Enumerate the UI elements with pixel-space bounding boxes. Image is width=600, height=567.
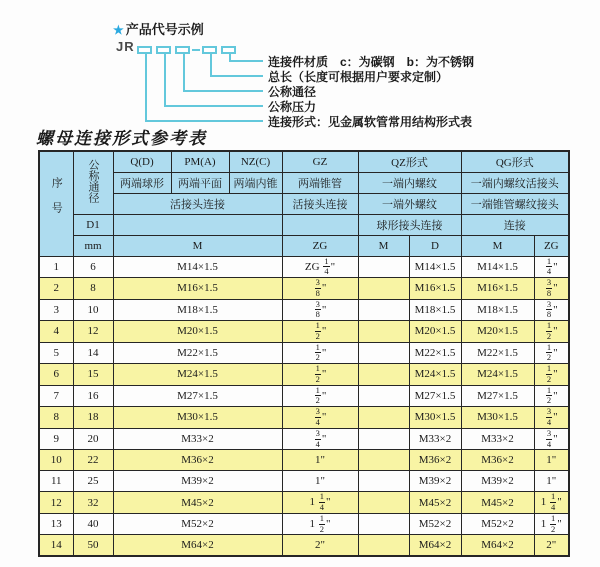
cell-qg-zg: $\frac{1}{2}$ " <box>534 321 569 343</box>
cell-zg: $\frac{1}{2}$ " <box>282 364 358 386</box>
cell-m: M22×1.5 <box>113 342 282 364</box>
header-zg1: ZG <box>282 235 358 256</box>
cell-qz-m <box>358 513 409 535</box>
header-empty-gz <box>282 214 358 235</box>
cell-m: M27×1.5 <box>113 385 282 407</box>
header-d1: D1 <box>73 214 113 235</box>
header-gz: GZ <box>282 151 358 172</box>
cell-qz-d: M22×1.5 <box>409 342 461 364</box>
cell-qg-m: M52×2 <box>461 513 534 535</box>
cell-seq: 7 <box>39 385 73 407</box>
cell-qg-m: M64×2 <box>461 535 534 556</box>
cell-qg-zg: 1 $\frac{1}{4}$ " <box>534 492 569 514</box>
cell-zg: $\frac{1}{2}$ " <box>282 342 358 364</box>
cell-zg: $\frac{3}{4}$ " <box>282 428 358 450</box>
cell-qz-m <box>358 278 409 300</box>
cell-zg: $\frac{1}{2}$ " <box>282 321 358 343</box>
table-row <box>39 278 569 300</box>
header-pm-desc: 两端平面 <box>171 172 229 193</box>
table-header <box>39 151 569 256</box>
cell-qg-m: M22×1.5 <box>461 342 534 364</box>
cell-m: M33×2 <box>113 428 282 450</box>
table-row <box>39 385 569 407</box>
cell-qg-zg: $\frac{3}{4}$ " <box>534 428 569 450</box>
cell-zg: $\frac{3}{4}$ " <box>282 407 358 429</box>
cell-mm: 22 <box>73 450 113 471</box>
cell-m: M14×1.5 <box>113 256 282 278</box>
cell-zg: 1 $\frac{1}{2}$ " <box>282 513 358 535</box>
header-qd: Q(D) <box>113 151 171 172</box>
cell-seq: 13 <box>39 513 73 535</box>
table-title: 螺母连接形式参考表 <box>36 129 207 148</box>
label-connection: 连接形式：见金属软管常用结构形式表 <box>268 115 473 129</box>
cell-m: M45×2 <box>113 492 282 514</box>
header-q-desc: 两端球形 <box>113 172 171 193</box>
header-pma: PM(A) <box>171 151 229 172</box>
code-box-3 <box>175 46 190 54</box>
cell-zg: 1 $\frac{1}{4}$ " <box>282 492 358 514</box>
cell-mm: 40 <box>73 513 113 535</box>
cell-qg-m: M24×1.5 <box>461 364 534 386</box>
label-material: 连接件材质 c：为碳钢 b：为不锈钢 <box>268 55 475 69</box>
header-gz-connection: 活接头连接 <box>282 193 358 214</box>
dash-separator <box>192 49 200 51</box>
code-prefix: JR <box>116 39 135 54</box>
cell-m: M18×1.5 <box>113 299 282 321</box>
diagram-title-text: 产品代号示例 <box>125 22 204 37</box>
header-qz-connection: 球形接头连接 <box>358 214 461 235</box>
cell-qg-zg: 1" <box>534 450 569 471</box>
cell-mm: 18 <box>73 407 113 429</box>
nut-connection-table <box>38 150 570 557</box>
table-row <box>39 321 569 343</box>
cell-m: M30×1.5 <box>113 407 282 429</box>
cell-qz-d: M18×1.5 <box>409 299 461 321</box>
header-empty-left <box>113 214 282 235</box>
cell-qg-m: M18×1.5 <box>461 299 534 321</box>
cell-qz-d: M33×2 <box>409 428 461 450</box>
cell-qz-d: M52×2 <box>409 513 461 535</box>
cell-qg-zg: $\frac{3}{4}$ " <box>534 407 569 429</box>
cell-qg-m: M27×1.5 <box>461 385 534 407</box>
header-qz-form: QZ形式 <box>358 151 461 172</box>
code-box-1 <box>137 46 152 54</box>
cell-qz-d: M24×1.5 <box>409 364 461 386</box>
cell-m: M36×2 <box>113 450 282 471</box>
cell-mm: 15 <box>73 364 113 386</box>
table-row <box>39 342 569 364</box>
table-row <box>39 407 569 429</box>
cell-qz-m <box>358 492 409 514</box>
header-qz-desc2: 一端外螺纹 <box>358 193 461 214</box>
cell-mm: 25 <box>73 471 113 492</box>
cell-qz-m <box>358 256 409 278</box>
cell-qz-d: M20×1.5 <box>409 321 461 343</box>
cell-qz-m <box>358 535 409 556</box>
header-nzc: NZ(C) <box>229 151 282 172</box>
cell-mm: 32 <box>73 492 113 514</box>
header-qz-m: M <box>358 235 409 256</box>
cell-seq: 11 <box>39 471 73 492</box>
cell-qz-d: M64×2 <box>409 535 461 556</box>
cell-qg-m: M14×1.5 <box>461 256 534 278</box>
diagram-title <box>113 19 204 38</box>
header-qz-desc1: 一端内螺纹 <box>358 172 461 193</box>
table-row <box>39 299 569 321</box>
cell-mm: 8 <box>73 278 113 300</box>
cell-qz-d: M14×1.5 <box>409 256 461 278</box>
cell-seq: 9 <box>39 428 73 450</box>
cell-zg: $\frac{1}{2}$ " <box>282 385 358 407</box>
cell-qz-d: M16×1.5 <box>409 278 461 300</box>
label-length: 总长（长度可根据用户要求定制） <box>268 70 449 84</box>
header-gz-desc: 两端锥管 <box>282 172 358 193</box>
cell-qg-m: M39×2 <box>461 471 534 492</box>
cell-qz-d: M27×1.5 <box>409 385 461 407</box>
cell-m: M24×1.5 <box>113 364 282 386</box>
table-row <box>39 535 569 556</box>
cell-mm: 20 <box>73 428 113 450</box>
cell-zg: 1" <box>282 471 358 492</box>
cell-seq: 12 <box>39 492 73 514</box>
cell-zg: 1" <box>282 450 358 471</box>
cell-mm: 16 <box>73 385 113 407</box>
cell-qz-m <box>358 428 409 450</box>
cell-qg-m: M16×1.5 <box>461 278 534 300</box>
table-row <box>39 364 569 386</box>
cell-qz-m <box>358 342 409 364</box>
cell-mm: 12 <box>73 321 113 343</box>
header-nz-desc: 两端内锥 <box>229 172 282 193</box>
cell-qz-m <box>358 471 409 492</box>
cell-qg-zg: $\frac{1}{4}$ " <box>534 256 569 278</box>
cell-qg-zg: 1 $\frac{1}{2}$ " <box>534 513 569 535</box>
table-row <box>39 450 569 471</box>
cell-qz-m <box>358 450 409 471</box>
header-qg-desc2: 一端锥管螺纹接头 <box>461 193 569 214</box>
table-row <box>39 428 569 450</box>
header-qg-connection: 连接 <box>461 214 569 235</box>
cell-qg-zg: $\frac{1}{2}$ " <box>534 385 569 407</box>
cell-qg-m: M36×2 <box>461 450 534 471</box>
cell-zg: 2" <box>282 535 358 556</box>
cell-qg-zg: $\frac{1}{2}$ " <box>534 342 569 364</box>
cell-zg: $\frac{3}{8}$ " <box>282 278 358 300</box>
cell-zg: ZG $\frac{1}{4}$ " <box>282 256 358 278</box>
header-union-connection: 活接头连接 <box>113 193 282 214</box>
header-diameter: 公称通径 <box>73 151 113 214</box>
cell-m: M16×1.5 <box>113 278 282 300</box>
label-pressure: 公称压力 <box>268 100 317 114</box>
cell-qz-m <box>358 299 409 321</box>
star-icon: ★ <box>113 23 124 37</box>
cell-qg-m: M20×1.5 <box>461 321 534 343</box>
cell-m: M52×2 <box>113 513 282 535</box>
cell-qz-m <box>358 385 409 407</box>
cell-qg-m: M30×1.5 <box>461 407 534 429</box>
cell-seq: 6 <box>39 364 73 386</box>
cell-qz-d: M30×1.5 <box>409 407 461 429</box>
code-box-4 <box>202 46 217 54</box>
table-row <box>39 492 569 514</box>
cell-qg-zg: $\frac{3}{8}$ " <box>534 299 569 321</box>
cell-qz-m <box>358 321 409 343</box>
header-qg-m: M <box>461 235 534 256</box>
table-row <box>39 256 569 278</box>
cell-seq: 4 <box>39 321 73 343</box>
cell-mm: 14 <box>73 342 113 364</box>
cell-mm: 50 <box>73 535 113 556</box>
cell-seq: 5 <box>39 342 73 364</box>
header-m-wide: M <box>113 235 282 256</box>
cell-m: M64×2 <box>113 535 282 556</box>
cell-qz-m <box>358 364 409 386</box>
code-box-2 <box>156 46 171 54</box>
header-qg-desc1: 一端内螺纹活接头 <box>461 172 569 193</box>
cell-qg-zg: 2" <box>534 535 569 556</box>
table-row <box>39 471 569 492</box>
code-box-5 <box>221 46 236 54</box>
cell-qz-m <box>358 407 409 429</box>
connector-line-connection <box>145 54 263 122</box>
cell-seq: 1 <box>39 256 73 278</box>
cell-qz-d: M45×2 <box>409 492 461 514</box>
cell-qg-zg: $\frac{3}{8}$ " <box>534 278 569 300</box>
cell-qg-zg: $\frac{1}{2}$ " <box>534 364 569 386</box>
cell-qg-m: M45×2 <box>461 492 534 514</box>
header-qz-d: D <box>409 235 461 256</box>
header-qg-form: QG形式 <box>461 151 569 172</box>
cell-qz-d: M36×2 <box>409 450 461 471</box>
cell-m: M39×2 <box>113 471 282 492</box>
header-qg-zg: ZG <box>534 235 569 256</box>
cell-seq: 14 <box>39 535 73 556</box>
cell-seq: 10 <box>39 450 73 471</box>
cell-zg: $\frac{3}{8}$ " <box>282 299 358 321</box>
table-body <box>39 256 569 556</box>
cell-m: M20×1.5 <box>113 321 282 343</box>
cell-qg-zg: 1" <box>534 471 569 492</box>
header-mm: mm <box>73 235 113 256</box>
label-diameter: 公称通径 <box>268 85 317 99</box>
cell-seq: 3 <box>39 299 73 321</box>
cell-qz-d: M39×2 <box>409 471 461 492</box>
header-seq: 序号 <box>39 151 73 256</box>
cell-qg-m: M33×2 <box>461 428 534 450</box>
cell-seq: 8 <box>39 407 73 429</box>
cell-mm: 6 <box>73 256 113 278</box>
cell-seq: 2 <box>39 278 73 300</box>
table-row <box>39 513 569 535</box>
cell-mm: 10 <box>73 299 113 321</box>
